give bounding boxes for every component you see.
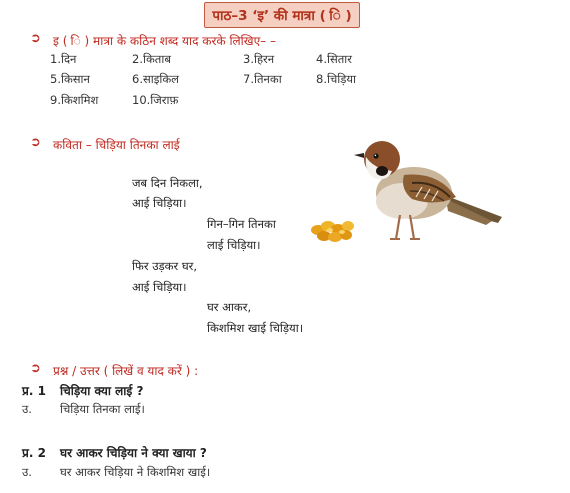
poem-line: आई चिड़िया। [132,196,187,210]
word-item: 5.किसान [50,72,90,86]
arrow-icon: ➲ [30,361,41,376]
lesson-title: पाठ–3 ‘इ’ की मात्रा ( ि ) [204,2,360,28]
question-label: प्र. 2 [22,446,46,460]
poem-line: आई चिड़िया। [132,280,187,294]
poem-line: लाई चिड़िया। [207,238,261,252]
poem-line: घर आकर, [207,300,252,314]
word-item: 6.साइकिल [132,72,179,86]
question-text: घर आकर चिड़िया ने क्या खाया ? [60,446,207,460]
answer-label: उ. [22,402,32,416]
poem-line: जब दिन निकला, [132,176,203,190]
word-item: 8.चिड़िया [316,72,357,86]
arrow-icon: ➲ [30,31,41,46]
section-heading-poem: कविता – चिड़िया तिनका लाई [53,138,180,152]
answer-text: घर आकर चिड़िया ने किशमिश खाई। [60,465,211,479]
raisins-illustration [308,216,358,246]
question-text: चिड़िया क्या लाई ? [60,384,144,398]
answer-text: चिड़िया तिनका लाई। [60,402,145,416]
poem-line: गिन–गिन तिनका [207,217,276,231]
word-item: 2.किताब [132,52,171,66]
poem-line: फिर उड़कर घर, [132,259,198,273]
word-item: 3.हिरन [243,52,275,66]
answer-label: उ. [22,465,32,479]
question-label: प्र. 1 [22,384,46,398]
arrow-icon: ➲ [30,135,41,150]
section-heading-words: इ ( ि ) मात्रा के कठिन शब्द याद करके लिखिए– – [53,34,277,48]
word-item: 1.दिन [50,52,77,66]
word-item: 10.जिराफ़ [132,93,179,107]
section-heading-qa: प्रश्न / उत्तर ( लिखें व याद करें ) : [53,364,199,378]
poem-line: किशमिश खाई चिड़िया। [207,321,304,335]
sparrow-illustration [352,135,504,247]
word-item: 7.तिनका [243,72,282,86]
word-item: 9.किशमिश [50,93,99,107]
word-item: 4.सितार [316,52,352,66]
